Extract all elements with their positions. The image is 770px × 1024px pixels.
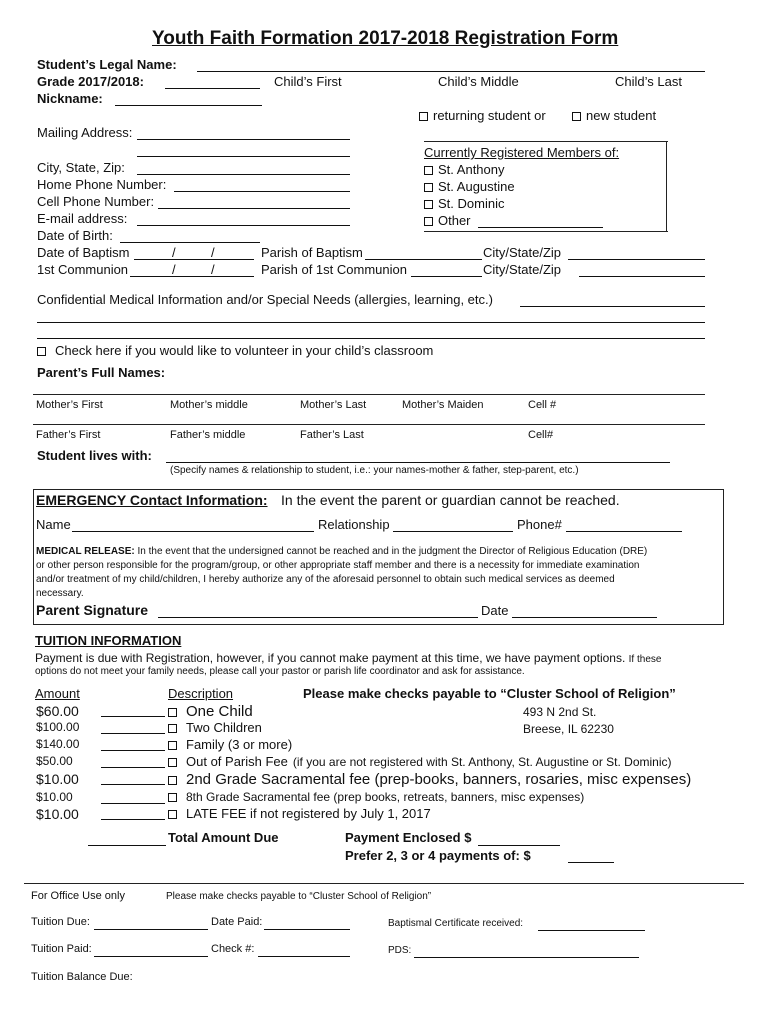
father-last-label: Father’s Last <box>300 429 364 441</box>
fee-description: LATE FEE if not registered by July 1, 2017 <box>186 806 431 821</box>
tuition-due-field[interactable] <box>94 929 208 930</box>
fee-option[interactable] <box>168 737 292 752</box>
nickname-label: Nickname: <box>37 91 103 106</box>
tuition-p1b: If these <box>628 654 662 665</box>
fee-description: Two Children <box>186 720 262 735</box>
check-number-label: Check #: <box>211 943 255 955</box>
fee-description: 2nd Grade Sacramental fee (prep-books, banners, rosaries, misc expenses) <box>186 771 692 788</box>
date-slash: / <box>172 262 176 277</box>
description-heading: Description <box>168 686 234 701</box>
medical-info-field[interactable] <box>520 306 705 307</box>
grade-field[interactable] <box>165 88 260 89</box>
pds-label: PDS: <box>388 945 412 956</box>
medical-release-line-3: and/or treatment of my child/children, I hereby authorize any of the aforesaid personnel to obtain such medical services as deemed <box>36 574 615 585</box>
parents-rule <box>33 424 705 425</box>
member-st-anthony[interactable] <box>424 162 505 177</box>
tuition-balance-label: Tuition Balance Due: <box>31 971 133 983</box>
child-last-label: Child’s Last <box>615 74 682 89</box>
fee-description: Family (3 or more) <box>186 737 293 752</box>
signature-date-field[interactable] <box>512 617 657 618</box>
checkbox-icon[interactable] <box>168 810 177 819</box>
emergency-phone-label: Phone# <box>517 517 562 532</box>
parish-communion-label: Parish of 1st Communion <box>261 262 407 277</box>
fee-option[interactable] <box>168 703 253 720</box>
checkbox-icon[interactable] <box>424 183 433 192</box>
fee-option[interactable] <box>168 771 691 788</box>
other-field[interactable] <box>478 227 603 228</box>
lives-with-note: (Specify names & relationship to student, i.e.: your names-mother & father, step-parent, etc.) <box>170 465 579 476</box>
fee-description: 8th Grade Sacramental fee (prep books, retreats, banners, misc expenses) <box>186 790 585 804</box>
fee-line[interactable] <box>101 784 165 785</box>
communion-date-label: 1st Communion <box>37 262 129 277</box>
emergency-relationship-field[interactable] <box>393 531 513 532</box>
returning-student-label: returning student or <box>433 108 546 123</box>
checks-payable-text: Please make checks payable to “Cluster School of Religion” <box>303 686 676 701</box>
mailing-field[interactable] <box>137 139 350 140</box>
fee-amount: $140.00 <box>36 737 80 751</box>
page-title: Youth Faith Formation 2017-2018 Registration Form <box>152 28 619 49</box>
nickname-field[interactable] <box>115 105 262 106</box>
parish-baptism-label: Parish of Baptism <box>261 245 363 260</box>
address-line-1: 493 N 2nd St. <box>523 705 597 719</box>
fee-amount: $50.00 <box>36 754 73 768</box>
member-st-dominic[interactable] <box>424 196 504 211</box>
city-field[interactable] <box>137 174 350 175</box>
parish-communion-field[interactable] <box>411 276 482 277</box>
member-label: St. Dominic <box>438 196 505 211</box>
communion-date-field[interactable] <box>130 276 254 277</box>
emergency-name-label: Name <box>36 517 71 532</box>
tuition-paid-label: Tuition Paid: <box>31 943 92 955</box>
fee-description: Out of Parish Fee <box>186 754 288 769</box>
mother-last-label: Mother’s Last <box>300 399 367 411</box>
members-box-side <box>666 141 667 231</box>
checkbox-icon[interactable] <box>168 724 177 733</box>
medical-info-field-3[interactable] <box>37 338 705 339</box>
emergency-name-field[interactable] <box>72 531 314 532</box>
prefer-payments-field[interactable] <box>568 862 614 863</box>
checkbox-icon[interactable] <box>168 758 177 767</box>
fee-line[interactable] <box>101 733 165 734</box>
checkbox-icon[interactable] <box>168 793 177 802</box>
emergency-phone-field[interactable] <box>566 531 682 532</box>
mother-middle-label: Mother’s middle <box>170 399 248 411</box>
checkbox-icon[interactable] <box>37 347 46 356</box>
baptism-city-field[interactable] <box>568 259 705 260</box>
checkbox-icon[interactable] <box>168 776 177 785</box>
parents-heading: Parent’s Full Names: <box>37 365 166 380</box>
emergency-relationship-label: Relationship <box>318 517 390 532</box>
child-first-label: Child’s First <box>274 74 342 89</box>
tuition-due-label: Tuition Due: <box>31 916 90 928</box>
fee-line[interactable] <box>101 819 165 820</box>
pds-field[interactable] <box>414 957 639 958</box>
tuition-paragraph-2: options do not meet your family needs, please call your pastor or parish life coordinator and ask for assistance. <box>35 666 525 677</box>
mother-cell-label: Cell # <box>528 399 557 411</box>
members-box-bottom <box>424 231 668 232</box>
dob-label: Date of Birth: <box>37 228 113 243</box>
tuition-paid-field[interactable] <box>94 956 208 957</box>
lives-with-field[interactable] <box>166 462 670 463</box>
fee-line[interactable] <box>101 803 165 804</box>
mailing-field-2[interactable] <box>137 156 350 157</box>
medical-info-field-2[interactable] <box>37 322 705 323</box>
new-student-option[interactable] <box>572 108 656 123</box>
city-label: City, State, Zip: <box>37 160 125 175</box>
baptism-city-label: City/State/Zip <box>483 245 562 260</box>
child-middle-label: Child’s Middle <box>438 74 519 89</box>
member-st-augustine[interactable] <box>424 179 515 194</box>
member-other[interactable] <box>424 213 471 228</box>
fee-option[interactable] <box>168 754 672 769</box>
baptismal-label: Baptismal Certificate received: <box>388 918 524 929</box>
mother-first-label: Mother’s First <box>36 399 103 411</box>
cell-phone-field[interactable] <box>158 208 350 209</box>
cell-phone-label: Cell Phone Number: <box>37 194 155 209</box>
date-paid-field[interactable] <box>264 929 350 930</box>
checkbox-icon[interactable] <box>424 166 433 175</box>
office-heading: For Office Use only <box>31 890 125 902</box>
parent-signature-field[interactable] <box>158 617 478 618</box>
signature-date-label: Date <box>481 603 509 618</box>
fee-option[interactable] <box>168 806 431 821</box>
fee-line[interactable] <box>101 750 165 751</box>
parent-signature-label: Parent Signature <box>36 602 149 618</box>
checkbox-icon[interactable] <box>572 112 581 121</box>
checkbox-icon[interactable] <box>419 112 428 121</box>
fee-line[interactable] <box>101 767 165 768</box>
checkbox-icon[interactable] <box>424 200 433 209</box>
fee-extra: (if you are not registered with St. Anthony, St. Augustine or St. Dominic) <box>292 755 672 769</box>
fee-amount: $60.00 <box>36 703 79 719</box>
medical-release-line-2: or other person responsible for the program/group, or other appropriate staff member and there is a necessity for immediate examination <box>36 560 640 571</box>
communion-city-label: City/State/Zip <box>483 262 562 277</box>
amount-heading: Amount <box>35 686 80 701</box>
parish-baptism-field[interactable] <box>365 259 482 260</box>
office-payable: Please make checks payable to “Cluster School of Religion” <box>166 891 432 902</box>
fee-line[interactable] <box>101 716 165 717</box>
fee-option[interactable] <box>168 790 584 804</box>
tuition-p1: Payment is due with Registration, however, if you cannot make payment at this time, we have payment options. <box>35 651 626 665</box>
tuition-paragraph-1 <box>35 651 661 665</box>
fee-amount: $10.00 <box>36 806 79 822</box>
new-student-label: new student <box>586 108 657 123</box>
medical-release-line-1 <box>36 546 647 557</box>
members-box-top <box>424 141 668 142</box>
emergency-heading: EMERGENCY Contact Information: <box>36 492 268 508</box>
fee-option[interactable] <box>168 720 262 735</box>
date-slash: / <box>211 262 215 277</box>
father-first-label: Father’s First <box>36 429 101 441</box>
medical-release-text: In the event that the undersigned cannot be reached and in the judgment the Director of Religious Education (DRE) <box>137 546 648 557</box>
student-legal-name-label: Student’s Legal Name: <box>37 57 177 72</box>
check-number-field[interactable] <box>258 956 350 957</box>
fee-amount: $100.00 <box>36 720 80 734</box>
volunteer-label: Check here if you would like to volunteer in your child’s classroom <box>55 343 434 358</box>
date-slash: / <box>211 245 215 260</box>
returning-student-option[interactable] <box>419 108 546 123</box>
communion-city-field[interactable] <box>579 276 705 277</box>
medical-release-label: MEDICAL RELEASE: <box>36 546 135 557</box>
payment-enclosed-field[interactable] <box>478 845 560 846</box>
baptism-date-field[interactable] <box>134 259 254 260</box>
checkbox-icon[interactable] <box>424 217 433 226</box>
father-middle-label: Father’s middle <box>170 429 246 441</box>
prefer-payments-label: Prefer 2, 3 or 4 payments of: $ <box>345 848 531 863</box>
total-amount-field[interactable] <box>88 845 166 846</box>
baptismal-field[interactable] <box>538 930 645 931</box>
lives-with-label: Student lives with: <box>37 448 152 463</box>
total-amount-label: Total Amount Due <box>168 830 279 845</box>
student-name-field[interactable] <box>197 71 705 72</box>
checkbox-icon[interactable] <box>168 741 177 750</box>
email-field[interactable] <box>137 225 350 226</box>
payment-enclosed-label: Payment Enclosed $ <box>345 830 472 845</box>
date-paid-label: Date Paid: <box>211 916 263 928</box>
emergency-note: In the event the parent or guardian cannot be reached. <box>281 492 620 508</box>
fee-amount: $10.00 <box>36 771 79 787</box>
home-phone-field[interactable] <box>174 191 350 192</box>
medical-release-line-4: necessary. <box>36 588 84 599</box>
medical-info-label: Confidential Medical Information and/or Special Needs (allergies, learning, etc.) <box>37 292 493 307</box>
checkbox-icon[interactable] <box>168 708 177 717</box>
email-label: E-mail address: <box>37 211 128 226</box>
address-line-2: Breese, IL 62230 <box>523 722 614 736</box>
father-cell-label: Cell# <box>528 429 554 441</box>
parents-rule <box>33 394 705 395</box>
fee-description: One Child <box>186 703 253 720</box>
member-label: St. Augustine <box>438 179 515 194</box>
members-heading: Currently Registered Members of: <box>424 145 620 160</box>
member-label: Other <box>438 213 471 228</box>
date-slash: / <box>172 245 176 260</box>
member-label: St. Anthony <box>438 162 505 177</box>
tuition-heading: TUITION INFORMATION <box>35 633 182 648</box>
grade-label: Grade 2017/2018: <box>37 74 144 89</box>
mother-maiden-label: Mother’s Maiden <box>402 399 484 411</box>
baptism-date-label: Date of Baptism <box>37 245 130 260</box>
volunteer-option[interactable] <box>37 343 433 358</box>
mailing-label: Mailing Address: <box>37 125 133 140</box>
fee-amount: $10.00 <box>36 790 73 804</box>
home-phone-label: Home Phone Number: <box>37 177 167 192</box>
dob-field[interactable] <box>120 242 260 243</box>
office-rule <box>24 883 744 884</box>
